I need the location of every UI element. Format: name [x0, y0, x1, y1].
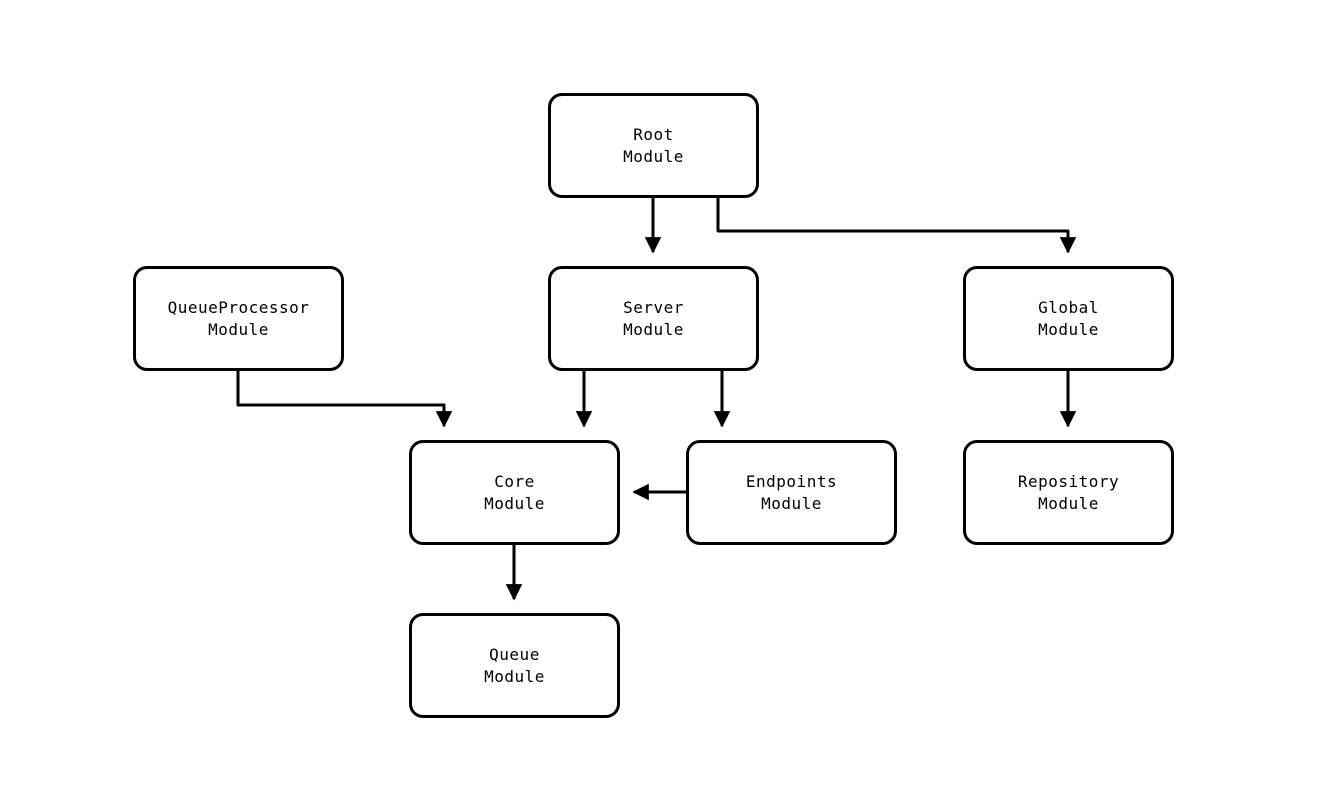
node-label-line1: Repository	[1017, 471, 1120, 491]
node-server-module[interactable]	[548, 266, 759, 371]
node-label-line2: Module	[1038, 319, 1099, 339]
node-label-line1: Queue	[489, 644, 540, 664]
node-root-module[interactable]	[548, 93, 759, 198]
node-label-line2: Module	[623, 146, 684, 166]
node-label-line2: Module	[484, 493, 545, 513]
node-core-module[interactable]	[409, 440, 620, 545]
node-label-line2: Module	[623, 319, 684, 339]
node-repository-module[interactable]	[963, 440, 1174, 545]
node-label-line2: Module	[208, 319, 269, 339]
node-label-line1: Global	[1038, 297, 1099, 317]
node-label-line1: Root	[633, 124, 674, 144]
node-queueprocessor-module[interactable]	[133, 266, 344, 371]
edge-root-global	[718, 198, 1068, 252]
edge-queueprocessor-core	[238, 371, 444, 426]
node-global-module[interactable]	[963, 266, 1174, 371]
node-label-line1: Core	[494, 471, 535, 491]
node-label-line2: Module	[484, 666, 545, 686]
node-label-line1: Endpoints	[745, 471, 838, 491]
node-queue-module[interactable]	[409, 613, 620, 718]
node-label-line1: QueueProcessor	[167, 297, 310, 317]
node-label-line2: Module	[1038, 493, 1099, 513]
node-endpoints-module[interactable]	[686, 440, 897, 545]
node-label-line1: Server	[623, 297, 684, 317]
node-label-line2: Module	[761, 493, 822, 513]
